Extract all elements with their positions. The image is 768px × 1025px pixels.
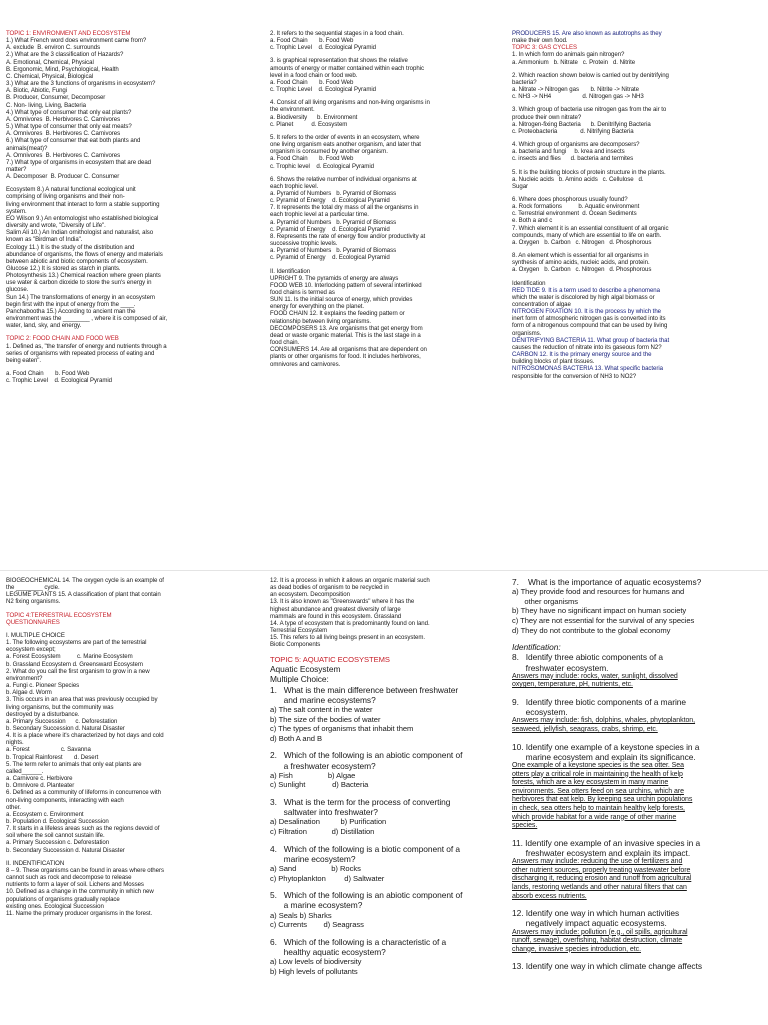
text-line: existing ones. Ecological Succession — [6, 902, 104, 910]
text-line: PRODUCERS 15. Are also known as autotrophs as they — [512, 30, 662, 37]
text-line: food chains is termed as — [270, 289, 335, 296]
text-line: CONSUMERS 14. Are all organisms that are dependent on — [270, 346, 427, 354]
text-line: 2. It refers to the sequential stages in a food chain. — [270, 30, 404, 37]
text-line: UPRIGHT 9. The pyramids of energy are always — [270, 274, 399, 282]
text-line: c. Planet d. Ecosystem — [270, 120, 348, 128]
text-line: Ecosystem 8.) A natural functional ecological unit — [6, 186, 136, 194]
text-line: a. Food Chain b. Food Web — [270, 155, 354, 163]
text-line: mammals are found in this ecosystem. Grassland — [270, 612, 402, 620]
text-line: 2. Which reaction shown below is carried out by denitrifying — [512, 71, 669, 79]
text-line: 12. Identify one way in which human activities — [512, 908, 680, 919]
text-line: 3. What is the term for the process of converting — [270, 796, 451, 807]
text-line: Glucose 12.) It is stored as starch in plants. — [6, 265, 121, 272]
text-line — [270, 930, 515, 937]
text-line: use water & carbon dioxide to store the sun's energy in — [6, 279, 152, 287]
text-line: freshwater ecosystem. — [512, 662, 609, 673]
text-line: b. Algae d. Worm — [6, 689, 52, 697]
text-line: the ________ cycle. — [6, 584, 60, 592]
column-left — [6, 30, 251, 500]
text-line: 4. Which group of organisms are decomposers? — [512, 141, 640, 149]
text-line — [512, 735, 757, 742]
text-line: Answers may include: reducing the use of fertilizers and — [512, 858, 683, 866]
text-line: non-living components, interacting with each — [6, 796, 124, 804]
text-line: 5. The term refer to animals that only eat plants are — [6, 760, 142, 768]
text-line: A. Omnivores B. Herbivores C. Carnivores — [6, 130, 121, 138]
text-line: 8 – 9. These organisms can be found in areas where others — [6, 866, 164, 874]
text-line: BIOGEOCHEMICAL 14. The oxygen cycle is an example of — [6, 577, 164, 584]
text-line: which the water is discolored by high algal biomass or — [512, 293, 655, 301]
text-line: 3. This occurs in an area that was previously occupied by — [6, 696, 158, 704]
text-line: a. bacteria and fungi b. krea and insects — [512, 148, 625, 156]
text-line: amounts of energy or matter contained within each trophic — [270, 64, 424, 72]
text-line: A. Biotic, Abiotic, Fungi — [6, 87, 68, 95]
text-line: make their own food. — [512, 37, 568, 45]
text-line: 12. It is a process in which it allows an organic material such — [270, 577, 430, 584]
section-heading: TOPIC 1: ENVIRONMENT AND ECOSYSTEM — [6, 30, 131, 37]
text-line: a. Primary Succession c. Deforestation — [6, 717, 118, 725]
text-line: c. insects and flies d. bacteria and termites — [512, 155, 634, 163]
text-line: a. Forest c. Savanna — [6, 746, 91, 754]
text-line: b. Tropical Rainforest d. Desert — [6, 753, 99, 761]
text-line: b. Omnivore d. Planteater — [6, 782, 75, 790]
text-line: Identification — [512, 279, 546, 287]
text-line: A. exclude B. environ C. surrounds — [6, 44, 101, 52]
text-line: a. Primary Succession c. Deforestation — [6, 839, 110, 847]
text-line: a. Food Chain b. Food Web — [270, 78, 354, 86]
text-line: Panchabootha 15.) According to ancient man the — [6, 307, 136, 315]
text-line: oxygen, temperature, pH, nutrients, etc. — [512, 681, 633, 689]
text-line: absorb excess nutrients. — [512, 892, 587, 900]
text-line — [270, 743, 515, 750]
text-line: a) Low levels of biodiversity — [270, 957, 362, 967]
text-line: Biotic Components — [270, 641, 321, 649]
text-line: 7. It starts in a lifeless areas such as the regions devoid of — [6, 825, 160, 833]
text-line: 2.) What are the 3 classification of Hazards? — [6, 51, 124, 59]
text-line: 5. It refers to the order of events in an ecosystem, where — [270, 133, 420, 141]
text-line: b) The size of the bodies of water — [270, 714, 381, 724]
text-line: Answers may include: pollution (e.g., oil spills, agricultural — [512, 928, 688, 936]
text-line: a. Ecosystem c. Environment — [6, 810, 84, 818]
text-line: dead or waste organic material. This is the last stage in a — [270, 331, 421, 339]
text-line: RED TIDE 9. It is a term used to describe a phenomena — [512, 286, 660, 294]
text-line: a. Food Chain b. Food Web — [6, 370, 90, 378]
text-line: Sugar — [512, 182, 529, 190]
text-line: B. Producer, Consumer, Decomposer — [6, 94, 106, 102]
text-line: CARBON 12. It is the primary energy source and the — [512, 351, 652, 359]
text-line: series of organisms with repeated process of eating and — [6, 349, 155, 357]
text-line: known as "Birdman of India". — [6, 236, 83, 244]
text-line: d) Both A and B — [270, 733, 323, 743]
text-line: b. Secondary Succession d. Natural Disaster — [6, 724, 125, 732]
text-line: Multiple Choice: — [270, 674, 329, 685]
text-line: compounds, many of which are essential to life on earth. — [512, 231, 662, 239]
text-line: a) Fish b) Algae — [270, 770, 356, 780]
text-line: relationship between living organisms. — [270, 317, 372, 325]
column-middle — [270, 577, 515, 1025]
column-right — [512, 577, 757, 1025]
text-line: plants or other organisms for food. It includes herbivores, — [270, 353, 421, 361]
text-line: freshwater ecosystem and explain its impact. — [512, 847, 691, 858]
text-line: 11. Identify one example of an invasive species in a — [512, 837, 701, 848]
text-line: as dead bodies of organism to be recycled in — [270, 584, 389, 592]
text-line: each trophic level. — [270, 182, 319, 190]
text-line: species. — [512, 822, 538, 830]
text-line: b. Population d. Ecological Succession — [6, 818, 109, 825]
text-line: a. Carnivore c. Herbivore — [6, 775, 73, 783]
text-line: marine ecosystem and explain its significance. — [512, 751, 696, 762]
text-line: 7. It represents the total dry mass of all the organisms in — [270, 204, 419, 212]
text-line: causes the reduction of nitrate into its gaseous form N2? — [512, 343, 662, 351]
text-line: between abiotic and biotic components of ecosystem. — [6, 257, 148, 265]
text-line: Salim Ali 10.) An Indian ornithologist and naturalist, also — [6, 229, 154, 237]
text-line: soil where the soil cannot sustain life. — [6, 832, 105, 840]
text-line: 2. Which of the following is an abiotic component of — [270, 750, 463, 761]
column-right — [512, 30, 757, 500]
section-heading: TOPIC 5: AQUATIC ECOSYSTEMS — [270, 654, 390, 664]
text-line: 8. Identify three abiotic components of a — [512, 652, 664, 663]
text-line: 1.) What French word does environment came from? — [6, 37, 147, 45]
text-line: 4. It is a place where it's characterized by hot days and cold — [6, 732, 164, 740]
text-line: abundance of organisms, the flows of energy and materials — [6, 250, 163, 258]
text-line: energy for everything on the planet. — [270, 303, 365, 311]
text-line: runoff, sewage), overfishing, habitat destruction, climate — [512, 937, 683, 945]
text-line: synthesis of amino acids, nucleic acids, and protein. — [512, 259, 650, 267]
text-line: a. Nitrate -> Nitrogen gas b. Nitrite -> Nitrate — [512, 86, 640, 94]
text-line: a) Seals b) Sharks — [270, 910, 332, 920]
text-line: a. Biodiversity b. Environment — [270, 113, 358, 121]
text-line: environment was the ________ , where it is composed of air, — [6, 315, 167, 323]
text-line: comprising of living organisms and their non- — [6, 193, 125, 201]
text-line — [270, 837, 515, 844]
text-line: a) They provide food and resources for humans and — [512, 587, 685, 597]
text-line: a. Pyramid of Numbers b. Pyramid of Biomass — [270, 247, 397, 255]
text-line: c) Sunlight d) Bacteria — [270, 780, 369, 790]
text-line: 10. Defined as a change in the community in which new — [6, 888, 154, 896]
text-line — [512, 690, 757, 697]
text-line: nights. — [6, 739, 24, 747]
text-line: ecosystem. — [512, 707, 568, 718]
text-line: a marine ecosystem? — [270, 900, 363, 911]
text-line: NITROGEN FIXATION 10. It is the process by which the — [512, 308, 662, 316]
text-line: successive trophic levels. — [270, 240, 338, 248]
section-heading: QUESTIONNAIRES — [6, 618, 60, 626]
text-line: living environment that interact to form a stable supporting — [6, 200, 160, 208]
text-line: destroyed by a disturbance. — [6, 710, 80, 718]
text-line: b. Secondary Succession d. Natural Disaster — [6, 846, 125, 854]
text-line: FOOD CHAIN 12. It explains the feeding pattern or — [270, 310, 405, 318]
section-heading: TOPIC 3: GAS CYCLES — [512, 44, 577, 52]
text-line: c. Terrestrial environment d. Ocean Sediments — [512, 210, 637, 218]
text-line — [512, 954, 757, 961]
text-line: inert form of atmospheric nitrogen gas is converted into its — [512, 315, 666, 323]
text-line: one living organism eats another organism, and later that — [270, 141, 421, 149]
text-line: a. Pyramid of Numbers b. Pyramid of Biomass — [270, 189, 397, 197]
text-line: N2 fixing organisms. — [6, 598, 61, 606]
text-line: c) Currents d) Seagrass — [270, 920, 364, 930]
text-line: 1. What is the main difference between freshwater — [270, 684, 459, 695]
text-line: cannot such as rock and decompose to release — [6, 874, 132, 882]
document-page-bottom — [0, 570, 768, 1025]
text-line: a. Nucleic acids b. Amino acids c. Cellulose d. — [512, 175, 644, 183]
text-line: 6. Where does phosphorous usually found? — [512, 195, 628, 203]
text-line: II. Identification — [270, 267, 311, 275]
text-line: being eaten". — [6, 356, 42, 364]
text-line: 6. Shows the relative number of individual organisms at — [270, 175, 417, 183]
text-line: A. Decomposer B. Producer C. Consumer — [6, 173, 120, 181]
text-line: 5. It is the building blocks of protein structure in the plants. — [512, 168, 666, 176]
text-line: A. Omnivores B. Herbivores C. Carnivores — [6, 151, 121, 159]
text-line: DECOMPOSERS 13. Are organisms that get energy from — [270, 324, 423, 332]
text-line: c. Trophic Level d. Ecological Pyramid — [6, 377, 112, 385]
text-line — [270, 883, 515, 890]
text-line: highest abundance and greatest diversity of large — [270, 605, 401, 613]
text-line: 6. Which of the following is a characteristic of a — [270, 936, 447, 947]
text-line: 2. What do you call the first organism to grow in a new — [6, 667, 150, 675]
text-line: healthy aquatic ecosystem? — [270, 946, 386, 957]
text-line: 6. Defined as a community of lifeforms in concurrence with — [6, 789, 161, 797]
text-line: C. Non- living, Living, Bacteria — [6, 101, 87, 109]
text-line: c. Trophic level d. Ecological Pyramid — [270, 162, 374, 170]
text-line: B. Ergonomic, Mind, Psychological, Health — [6, 65, 119, 73]
text-line: 1. The following ecosystems are part of the terrestrial — [6, 639, 147, 647]
text-line: otters play a critical role in maintaining the health of kelp — [512, 770, 683, 778]
text-line: DENITRIFYING BACTERIA 11. What group of bacteria that — [512, 336, 670, 344]
text-line: other nutrient sources, properly treating wastewater before — [512, 866, 691, 874]
text-line: 7. What is the importance of aquatic ecosystems? — [512, 577, 702, 587]
text-line: a. Oxygen b. Carbon c. Nitrogen d. Phosphorous — [512, 266, 652, 274]
text-line: 14. A type of ecosystem that is predominantly found on land. — [270, 619, 430, 627]
text-line: animals(meat)? — [6, 144, 48, 152]
text-line: food chain. — [270, 339, 300, 347]
text-line: One example of a keystone species is the sea otter. Sea — [512, 761, 684, 769]
text-line: 6.) What type of consumer that eat both plants and — [6, 137, 141, 145]
text-line: herbivores that eat kelp. By keeping sea urchin populations — [512, 796, 693, 804]
text-line: 1. In which form do animals gain nitrogen? — [512, 51, 625, 59]
text-line: a) The salt content in the water — [270, 704, 373, 714]
text-line: c. Proteobacteria d. Nitrifying Bacteria — [512, 127, 634, 135]
text-line: called______. — [6, 767, 44, 775]
text-line: Sun 14.) The transformations of energy in an ecosystem — [6, 293, 155, 301]
text-line: II. INDENTIFICATION — [6, 859, 65, 867]
text-line: and marine ecosystems? — [270, 694, 376, 705]
text-line: LEGUME PLANTS 15. A classification of plant that contain — [6, 591, 161, 599]
text-line: A. Emotional, Chemical, Physical — [6, 58, 94, 66]
text-line: form of a nitrogenous compound that can be used by living — [512, 322, 668, 330]
column-middle — [270, 30, 515, 500]
text-line: nutrients to form a layer of soil. Lichens and Mosses — [6, 881, 144, 889]
text-line: concentration of algae — [512, 301, 571, 308]
document-page-top — [0, 0, 768, 504]
text-line: A. Omnivores B. Herbivores C. Carnivores — [6, 115, 121, 123]
text-line: c. Trophic Level d. Ecological Pyramid — [270, 86, 376, 94]
text-line: in check, sea otters help to maintain healthy kelp forests, — [512, 804, 685, 812]
text-line: lands, restoring wetlands and other natural filters that can — [512, 883, 687, 891]
text-line: 13. It is also known as "Greenswards" where it has the — [270, 598, 415, 606]
text-line: a. Nitrogen-fixing Bacteria b. Denitrifying Bacteria — [512, 120, 651, 128]
text-line: 5. Which of the following is an abiotic component of — [270, 890, 463, 901]
text-line: a freshwater ecosystem? — [270, 760, 376, 771]
text-line: Aquatic Ecosystem — [270, 664, 341, 675]
text-line: a. Ammonium b. Nitrate c. Protein d. Nitrite — [512, 58, 636, 66]
text-line: a. Pyramid of Numbers b. Pyramid of Biomass — [270, 218, 397, 226]
text-line: level in a food chain or food web. — [270, 71, 358, 79]
text-line: 4.) What type of consumer that only eat plants? — [6, 108, 132, 116]
text-line: Identification: — [512, 642, 561, 653]
text-line: c) The types of organisms that inhabit them — [270, 724, 414, 734]
text-line: ecosystem except; — [6, 646, 56, 654]
text-line: environments. Sea otters feed on sea urchins, which are — [512, 787, 684, 795]
text-line: Ecology 11.) It is the study of the distribution and — [6, 243, 135, 251]
text-line: a. Fungi c. Pioneer Species — [6, 682, 80, 690]
text-line: bacteria? — [512, 78, 537, 86]
text-line: a. Rock formations b. Aquatic environment — [512, 203, 640, 211]
section-heading: TOPIC 4:TERRESTRIAL ECOSYSTEM — [6, 611, 112, 619]
text-line: c) Phytoplankton d) Saltwater — [270, 873, 385, 883]
text-line: a. Oxygen b. Carbon c. Nitrogen d. Phosphorous — [512, 238, 652, 246]
text-line: d) They do not contribute to the global economy — [512, 625, 671, 635]
text-line — [270, 790, 515, 797]
text-line: Terrestrial Ecosystem — [270, 627, 328, 635]
text-line: 8. Represents the rate of energy flow and/or productivity at — [270, 232, 426, 240]
text-line: 3. Which group of bacteria use nitrogen gas from the air to — [512, 106, 667, 114]
text-line: responsible for the conversion of NH3 to NO2? — [512, 372, 637, 380]
text-line: 4. Which of the following is a biotic component of a — [270, 843, 461, 854]
text-line: marine ecosystem? — [270, 853, 356, 864]
text-line: a. Food Chain b. Food Web — [270, 37, 354, 45]
text-line: seaweed, jellyfish, seagrass, crabs, shrimp, etc. — [512, 725, 658, 733]
text-line: environment? — [6, 674, 43, 682]
text-line: 13. Identify one way in which climate change affects — [512, 961, 702, 972]
text-line: change, invasive species introduction, etc. — [512, 945, 641, 953]
text-line: C. Chemical, Physical, Biological — [6, 72, 94, 80]
text-line: c) Filtration d) Distillation — [270, 826, 375, 836]
text-line: c. Pyramid of Energy d. Ecological Pyramid — [270, 225, 390, 233]
text-line: living organisms, but the community was — [6, 703, 114, 711]
text-line: forests, which are a key ecosystem in many marine — [512, 779, 669, 787]
text-line: c. Pyramid of Energy d. Ecological Pyramid — [270, 254, 390, 262]
text-line: c. NH3 -> NH4 d. Nitrogen gas -> NH3 — [512, 93, 644, 101]
text-line: c) They are not essential for the survival of any species — [512, 615, 695, 625]
text-line — [512, 635, 757, 642]
text-line: e. Both a and c — [512, 217, 553, 225]
text-line: which provide habitat for a wide range of other marine — [512, 813, 677, 821]
text-line: 7. Which element it is an essential constituent of all organic — [512, 224, 669, 232]
text-line — [512, 901, 757, 908]
text-line: an ecosystem. Decomposition — [270, 591, 350, 599]
text-line: 9. Identify three biotic components of a marine — [512, 696, 686, 707]
text-line: b) High levels of pollutants — [270, 966, 358, 976]
text-line: c. Trophic Level d. Ecological Pyramid — [270, 44, 376, 52]
text-line: omnivores and carnivores. — [270, 360, 341, 368]
text-line: a) Sand b) Rocks — [270, 863, 361, 873]
text-line: organisms. — [512, 329, 542, 337]
text-line: 11. Name the primary producer organisms in the forest. — [6, 909, 153, 917]
text-line: begin first with the input of energy from the ____. — [6, 300, 136, 308]
text-line: NITROSOMONAS BACTERIA 13. What specific bacteria — [512, 365, 664, 373]
text-line: 7.) What type of organisms in ecosystem that are dead — [6, 158, 152, 166]
text-line: b. Grassland Ecosystem d. Greensward Ecosystem — [6, 660, 143, 668]
text-line: Answers may include: fish, dolphins, whales, phytoplankton, — [512, 717, 696, 725]
text-line: 3.) What are the 3 functions of organisms in ecosystem? — [6, 80, 156, 88]
text-line: 8. An element which is essential for all organisms in — [512, 252, 649, 260]
text-line: I. MULTIPLE CHOICE — [6, 631, 65, 639]
section-heading: TOPIC 2: FOOD CHAIN AND FOOD WEB — [6, 335, 119, 343]
text-line: c. Pyramid of Energy d. Ecological Pyramid — [270, 197, 390, 205]
text-line: EO Wilson 9.) An entomologist who established biological — [6, 214, 159, 222]
text-line: other organisms — [512, 596, 579, 606]
text-line: discharging it, reducing erosion and runoff from agricultural — [512, 875, 692, 883]
text-line: water, land, sky, and energy. — [6, 322, 82, 330]
text-line: a) Desalination b) Purification — [270, 817, 387, 827]
text-line: Answers may include: rocks, water, sunlight, dissolved — [512, 672, 678, 680]
text-line: produce their own nitrate? — [512, 113, 582, 121]
text-line: organism is consumed by another organism. — [270, 148, 388, 156]
text-line: 15. This refers to all living beings present in an ecosystem. — [270, 634, 426, 642]
text-line — [512, 831, 757, 838]
text-line: 4. Consist of all living organisms and non-living organisms in — [270, 99, 430, 107]
text-line: 3. is graphical representation that shows the relative — [270, 57, 408, 65]
column-left — [6, 577, 251, 1025]
text-line: 5.) What type of consumer that only eat meats? — [6, 123, 132, 131]
text-line: b) They have no significant impact on human society — [512, 606, 687, 616]
text-line: glucose. — [6, 286, 29, 294]
text-line: each trophic level at a particular time. — [270, 211, 369, 219]
text-line: 10. Identify one example of a keystone species in a — [512, 741, 700, 752]
text-line: SUN 11. Is the initial source of energy, which provides — [270, 296, 413, 304]
text-line: other. — [6, 803, 21, 811]
text-line: 1. Defined as, "the transfer of energy and nutrients through a — [6, 342, 167, 350]
text-line: negatively impact aquatic ecosystems. — [512, 918, 667, 929]
text-line: FOOD WEB 10. Interlocking pattern of several interlinked — [270, 281, 422, 289]
text-line: diversity and wrote, "Diversity of Life". — [6, 222, 106, 230]
text-line: the environment. — [270, 106, 315, 114]
text-line: matter? — [6, 165, 27, 173]
text-line: populations of organisms gradually replace — [6, 895, 120, 903]
text-line: system. — [6, 207, 27, 215]
text-line: saltwater into freshwater? — [270, 807, 378, 818]
text-line: a. Forest Ecosystem c. Marine Ecosystem — [6, 653, 133, 661]
text-line: building blocks of plant tissues. — [512, 358, 595, 366]
text-line: Photosynthesis 13.) Chemical reaction where green plants — [6, 272, 161, 280]
